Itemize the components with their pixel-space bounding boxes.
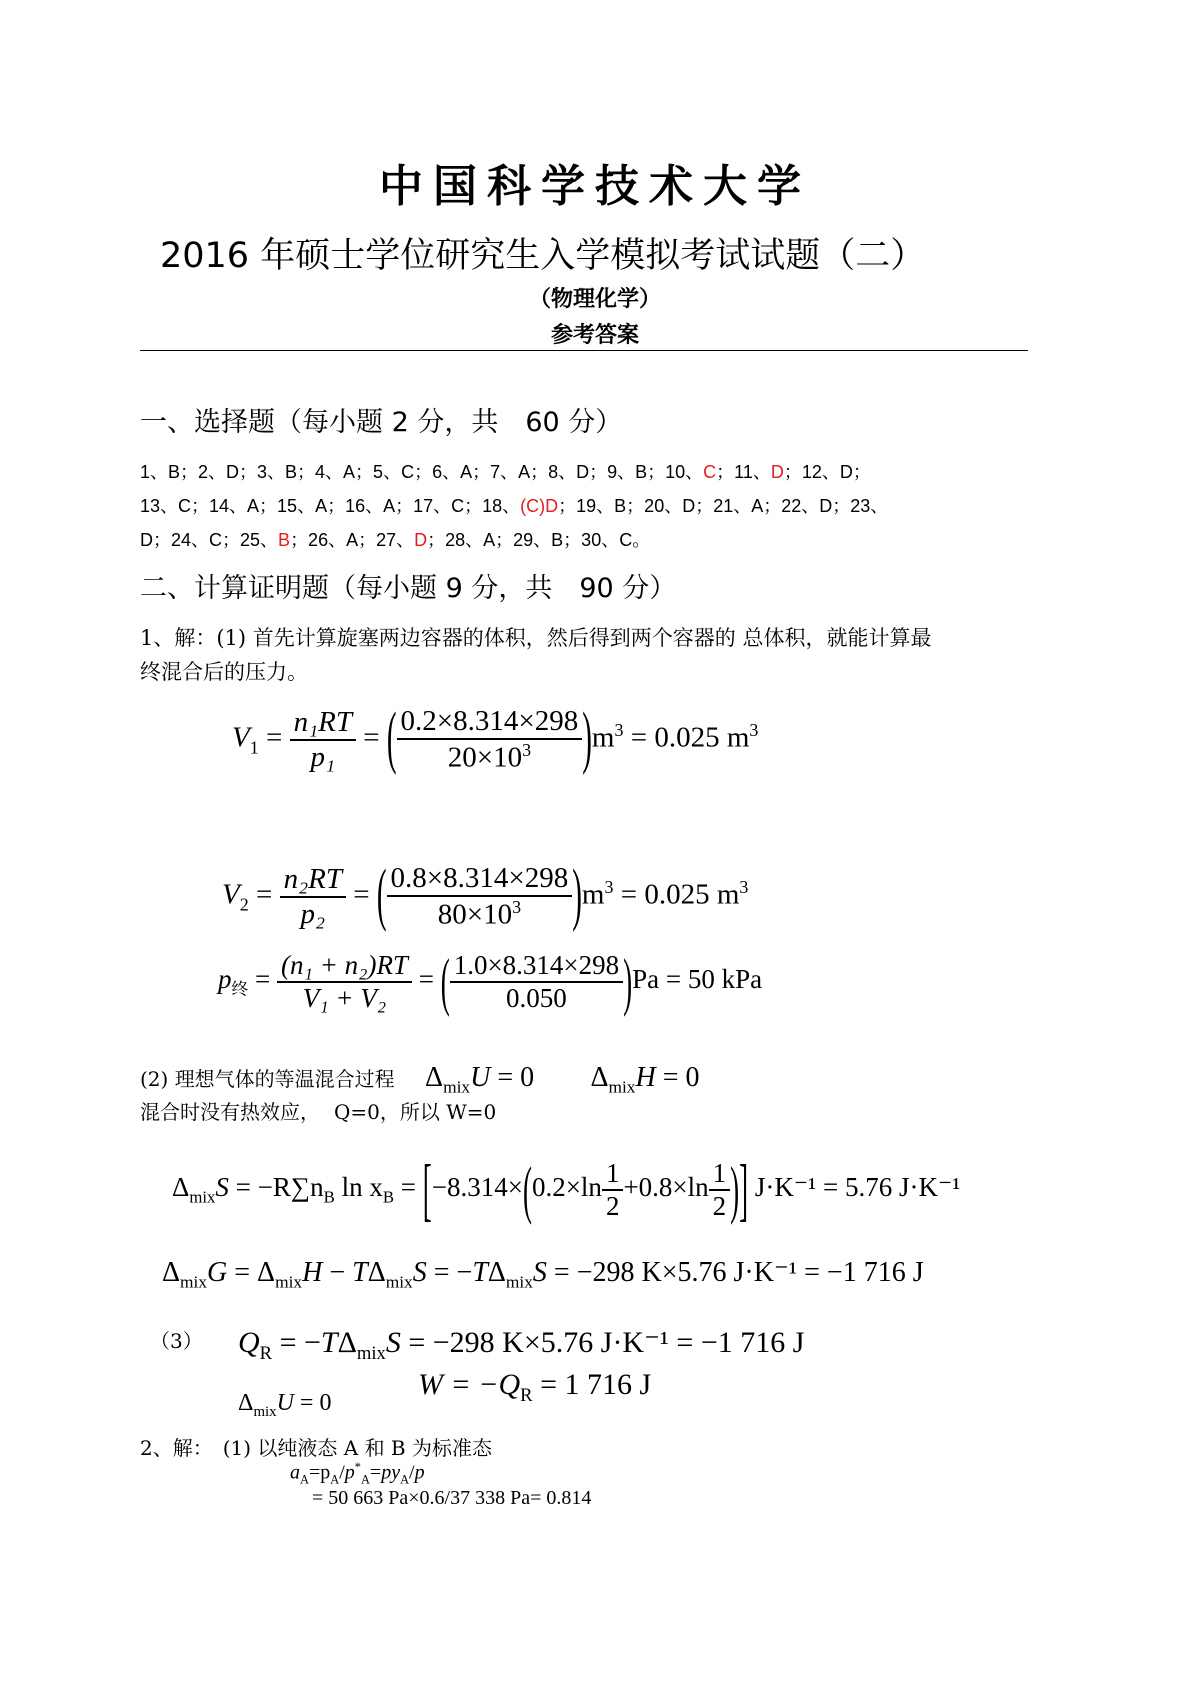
answers-line-1 xyxy=(140,458,871,484)
equation-w: $W = -Q_R = 1$ 716 J xyxy=(418,1368,652,1406)
answer-text: ；11、 xyxy=(716,462,771,482)
answers-line-2 xyxy=(140,492,888,518)
q2-activity-def: $a_A=p_A/p^*_A=py_A/p$ xyxy=(290,1460,425,1487)
q1-part2-line2: 混合时没有热效应， Q=0，所以 W=0 xyxy=(140,1100,497,1124)
equation-p-final: $p_终$ = $\frac{\text{(n₁ + n₂)RT}}{\text{V₁ + V₂}}$ = ( $\frac{1.0\times 8.314\times 298}{0.050}$ )Pa = 50 kPa xyxy=(218,944,763,1017)
corrected-answer: B xyxy=(278,530,291,550)
section1-heading: 一、选择题（每小题 2 分，共 60 分） xyxy=(140,407,623,438)
equation-qr: $Q_R = -T\Delta_{mix}S = -298$ K×5.76 J·K⁻¹ = −1 716 J xyxy=(238,1326,805,1364)
corrected-answer: D xyxy=(414,530,428,550)
answer-text: D；24、C；25、 xyxy=(140,530,279,550)
equation-delta-s: $\Delta_{mix}S = -R\sum n_B$ $\ln x_B = [-8.314\times(0.2\times\ln$ $\frac{1}{2}$ +0.8×ln $\frac{1}{2}$ )] J·K⁻¹ = 5.76 J·K⁻¹ xyxy=(172,1149,961,1228)
section2-heading: 二、计算证明题（每小题 9 分，共 90 分） xyxy=(140,573,677,604)
corrected-answer: D xyxy=(770,462,784,482)
q2-activity-value: = 50 663 Pa×0.6/37 338 Pa= 0.814 xyxy=(312,1487,592,1509)
equation-v1: $V_1$ = $\frac{\text{n₁RT}}{\text{p₁}}$ = ( $\frac{0.2\times 8.314\times 298}{20\times 10^3}$ )$m^3 = 0.025$ $m^3$ xyxy=(232,700,759,778)
corrected-answer: (C)D xyxy=(520,496,559,516)
equation-delta-g: $\Delta_{mix}G = \Delta_{mix}H - T\Delta_{mix}S = -T\Delta_{mix}S = -298$ K×5.76 J·K⁻¹ = −1 716 J xyxy=(162,1257,924,1292)
q1-part2-text: (2) 理想气体的等温混合过程 $\Delta_{mix}U = 0$ $\Delta_{mix}H = 0$ xyxy=(140,1062,700,1097)
exam-title: 2016 年硕士学位研究生入学模拟考试试题（二） xyxy=(160,236,926,276)
corrected-answer: C xyxy=(703,462,717,482)
q1-line-1: 1、解：(1) 首先计算旋塞两边容器的体积，然后得到两个容器的 总体积，就能计算最 xyxy=(140,626,932,650)
q1-line-2: 终混合后的压力。 xyxy=(140,660,308,684)
answer-text: 1、B；2、D；3、B；4、A；5、C；6、A；7、A；8、D；9、B；10、 xyxy=(140,462,704,482)
subject-label: （物理化学） xyxy=(528,287,661,312)
answers-line-3 xyxy=(140,526,650,552)
q2-line-1: 2、解： (1) 以纯液态 A 和 B 为标准态 xyxy=(140,1436,492,1460)
header-divider xyxy=(140,350,1028,351)
answer-text: 13、C；14、A；15、A；16、A；17、C；18、 xyxy=(140,496,521,516)
answer-text: ；26、A；27、 xyxy=(290,530,415,550)
equation-delta-u: $\Delta_{mix}U = 0$ xyxy=(238,1390,332,1420)
answer-text: ；12、D； xyxy=(783,462,871,482)
answer-text: ；19、B；20、D；21、A；22、D；23、 xyxy=(558,496,889,516)
answer-text: ；28、A；29、B；30、C。 xyxy=(427,530,651,550)
equation-v2: $V_2$ = $\frac{\text{n₂RT}}{\text{p₂}}$ = ( $\frac{0.8\times 8.314\times 298}{80\times 10^3}$ )$m^3 = 0.025$ $m^3$ xyxy=(222,857,749,935)
university-name: 中国科学技术大学 xyxy=(379,161,811,212)
part3-label: （3） xyxy=(150,1329,203,1353)
doc-type-label: 参考答案 xyxy=(550,323,639,348)
